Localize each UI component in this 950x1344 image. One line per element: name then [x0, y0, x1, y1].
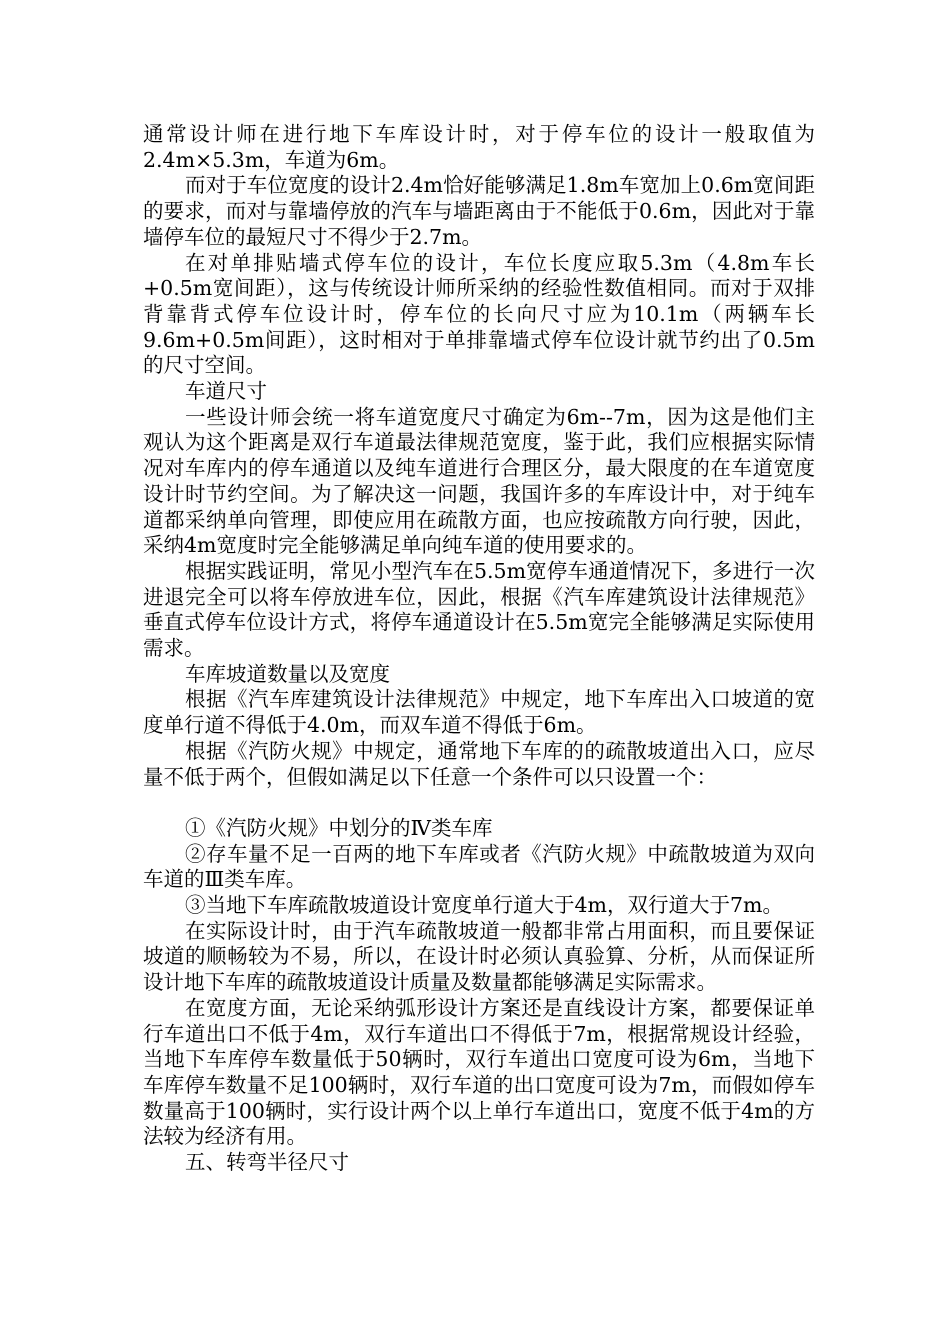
paragraph-6: 根据《汽车库建筑设计法律规范》中规定，地下车库出入口坡道的宽度单行道不得低于4.0m，而双车道不得低于6m。 — [143, 687, 815, 738]
document-body — [143, 122, 815, 1176]
paragraph-1: 通常设计师在进行地下车库设计时，对于停车位的设计一般取值为2.4m×5.3m，车道为6m。 — [143, 122, 815, 172]
paragraph-9: 在宽度方面，无论采纳弧形设计方案还是直线设计方案，都要保证单行车道出口不低于4m，双行车道出口不得低于7m，根据常规设计经验，当地下车库停车数量低于50辆时，双行车道出口宽度可设为6m，当地下车库停车数量不足100辆时，双行车道的出口宽度可设为7m，而假如停车数量高于100辆时，实行设计两个以上单行车道出口，宽度不低于4m的方法较为经济有用。 — [143, 995, 815, 1149]
list-item-3: ③当地下车库疏散坡道设计宽度单行道大于4m，双行道大于7m。 — [185, 893, 783, 918]
section-heading-lane-size: 车道尺寸 — [185, 379, 267, 404]
paragraph-7: 根据《汽防火规》中规定，通常地下车库的的疏散坡道出入口，应尽量不低于两个，但假如满足以下任意一个条件可以只设置一个： — [143, 738, 815, 789]
list-item-2: ②存车量不足一百两的地下车库或者《汽防火规》中疏散坡道为双向车道的Ⅲ类车库。 — [143, 841, 815, 892]
section-heading-ramp-count-width: 车库坡道数量以及宽度 — [185, 661, 390, 686]
list-item-1: ①《汽防火规》中划分的Ⅳ类车库 — [185, 815, 493, 840]
paragraph-2: 而对于车位宽度的设计2.4m恰好能够满足1.8m车宽加上0.6m宽间距的要求，而对与靠墙停放的汽车与墙距离由于不能低于0.6m，因此对于靠墙停车位的最短尺寸不得少于2.7m。 — [143, 173, 815, 249]
paragraph-4: 一些设计师会统一将车道宽度尺寸确定为6m--7m，因为这是他们主观认为这个距离是双行车道最法律规范宽度，鉴于此，我们应根据实际情况对车库内的停车通道以及纯车道进行合理区分，最大限度的在车道宽度设计时节约空间。为了解决这一问题，我国许多的车库设计中，对于纯车道都采纳单向管理，即使应用在疏散方面，也应按疏散方向行驶，因此，采纳4m宽度时完全能够满足单向纯车道的使用要求的。 — [143, 404, 815, 558]
section-heading-turning-radius: 五、转弯半径尺寸 — [185, 1150, 349, 1175]
paragraph-8: 在实际设计时，由于汽车疏散坡道一般都非常占用面积，而且要保证坡道的顺畅较为不易，所以，在设计时必须认真验算、分析，从而保证所设计地下车库的疏散坡道设计质量及数量都能够满足实际需求。 — [143, 918, 815, 995]
paragraph-3: 在对单排贴墙式停车位的设计，车位长度应取5.3m（4.8m车长+0.5m宽间距），这与传统设计师所采纳的经验性数值相同。而对于双排背靠背式停车位设计时，停车位的长向尺寸应为10.1m（两辆车长9.6m+0.5m间距），这时相对于单排靠墙式停车位设计就节约出了0.5m的尺寸空间。 — [143, 250, 815, 378]
paragraph-5: 根据实践证明，常见小型汽车在5.5m宽停车通道情况下，多进行一次进退完全可以将车停放进车位，因此，根据《汽车库建筑设计法律规范》垂直式停车位设计方式，将停车通道设计在5.5m宽完全能够满足实际使用需求。 — [143, 558, 815, 661]
